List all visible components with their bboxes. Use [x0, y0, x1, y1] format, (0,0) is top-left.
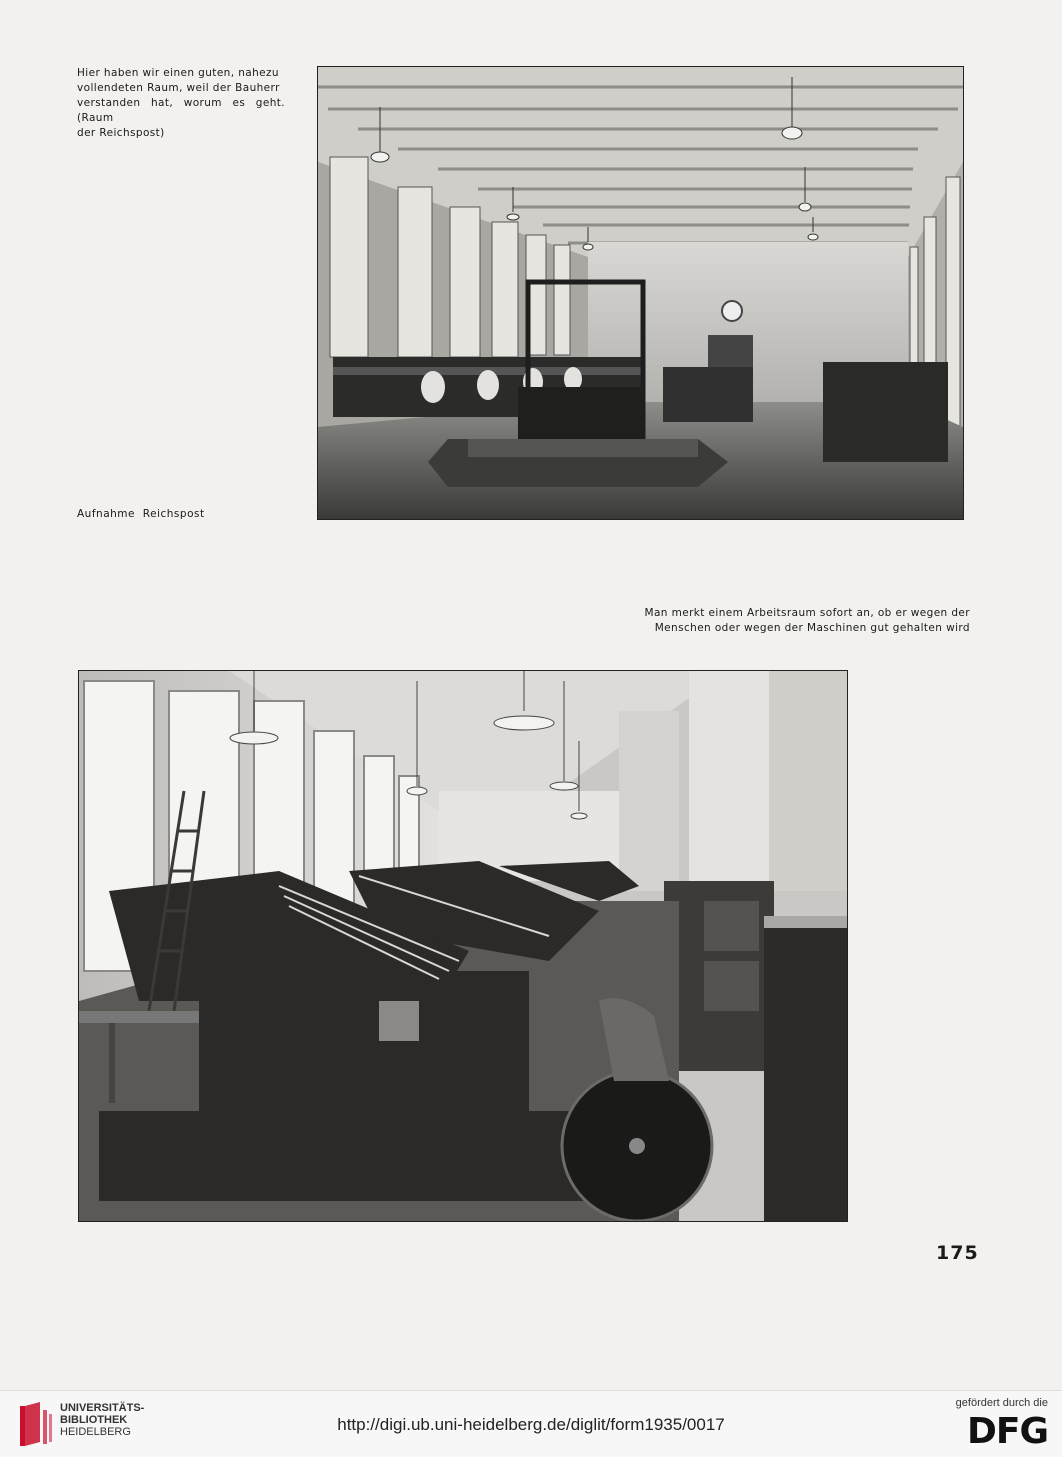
- top-caption-line: Hier haben wir einen guten, nahezu: [77, 67, 279, 79]
- middle-caption: [630, 606, 970, 636]
- middle-caption-line: Menschen oder wegen der Maschinen gut gehalten wird: [654, 622, 970, 634]
- top-caption: [77, 66, 285, 141]
- middle-caption-line: Man merkt einem Arbeitsraum sofort an, ob er wegen der: [644, 607, 970, 619]
- library-name-line: UNIVERSITÄTS-: [60, 1402, 145, 1414]
- top-caption-line: verstanden hat, worum es geht. (Raum: [77, 97, 285, 124]
- top-caption-line: der Reichspost): [77, 127, 165, 139]
- permalink-url[interactable]: http://digi.ub.uni-heidelberg.de/diglit/form1935/0017: [337, 1415, 725, 1434]
- top-caption-line: vollendeten Raum, weil der Bauherr: [77, 82, 280, 94]
- library-name-line: HEIDELBERG: [60, 1426, 131, 1438]
- library-name-line: BIBLIOTHEK: [60, 1414, 128, 1426]
- page-number: 175: [936, 1242, 979, 1264]
- press-room-photo: [78, 670, 848, 1222]
- viewer-footer: [0, 1390, 1062, 1457]
- photo-credit: Aufnahme Reichspost: [77, 508, 205, 520]
- dfg-logo: DFG: [966, 1411, 1048, 1452]
- reichspost-hall-photo: [317, 66, 964, 520]
- funding-note: gefördert durch die: [955, 1397, 1048, 1409]
